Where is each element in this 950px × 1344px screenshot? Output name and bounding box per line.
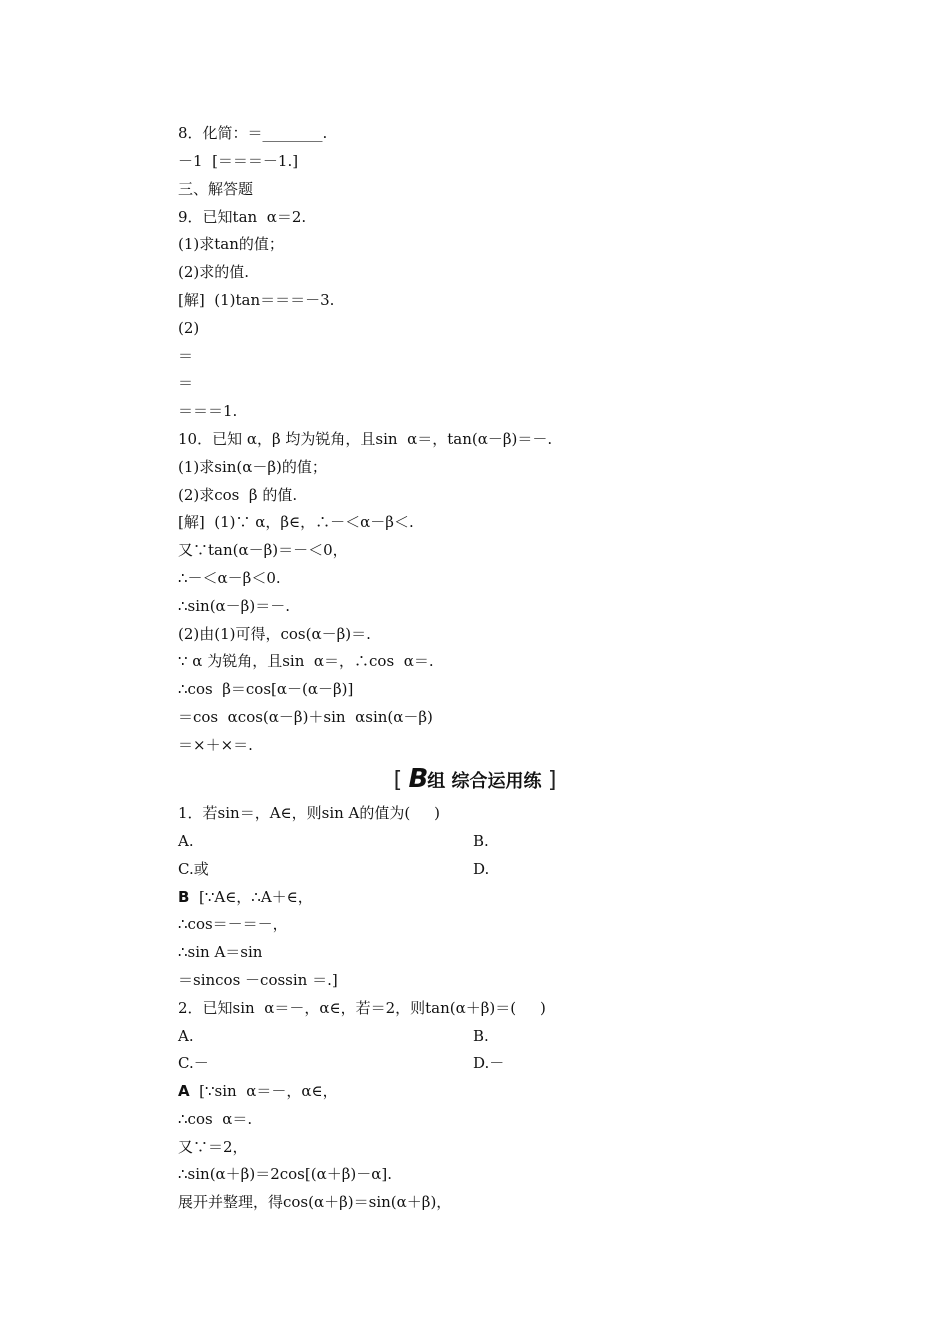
text-line: 9．已知tan α＝2. — [178, 208, 307, 226]
text-line: (2)求的值. — [178, 263, 250, 281]
option-right-column: D.－ — [473, 1054, 505, 1072]
text-line: 三、解答题 — [178, 180, 254, 198]
text-line — [178, 1081, 338, 1101]
text-line: (2) — [178, 319, 200, 337]
answer-text: [∵A∈，∴A＋∈， — [189, 888, 313, 906]
answer-text: [∵sin α＝－，α∈， — [189, 1082, 338, 1100]
text-line: ∴－＜α－β＜0. — [178, 569, 281, 587]
text-line: ＝ — [178, 347, 194, 365]
text-line: ＝×＋×＝. — [178, 736, 253, 754]
text-line: [解] (1)tan＝＝＝－3. — [178, 291, 335, 309]
text-line — [178, 887, 313, 907]
text-line: 展开并整理，得cos(α＋β)＝sin(α＋β)， — [178, 1193, 452, 1211]
section-letter: B — [408, 764, 428, 794]
text-line: (1)求tan的值； — [178, 235, 284, 253]
option-right-column: D. — [473, 860, 490, 878]
text-line: ∴cos＝－＝－， — [178, 915, 288, 933]
text-line: ∴sin(α－β)＝－. — [178, 597, 290, 615]
text-line: ∵ α 为锐角，且sin α＝，∴cos α＝. — [178, 652, 434, 670]
text-line: ∴cos β＝cos[α－(α－β)] — [178, 680, 354, 698]
text-line: 8．化简：＝________. — [178, 124, 328, 142]
text-line: A. — [178, 832, 194, 850]
text-line: 又∵tan(α－β)＝－＜0， — [178, 541, 348, 559]
text-line: [解] (1)∵ α，β∈，∴－＜α－β＜. — [178, 513, 414, 531]
answer-letter: B — [178, 888, 190, 906]
text-line: ＝sincos －cossin ＝.] — [178, 971, 338, 989]
text-line: ∴sin A＝sin — [178, 943, 263, 961]
text-line: A. — [178, 1027, 194, 1045]
section-header-group-b — [0, 765, 950, 796]
text-line: ∴sin(α＋β)＝2cos[(α＋β)－α]. — [178, 1165, 392, 1183]
text-line: C.或 — [178, 860, 209, 878]
text-line: ＝ — [178, 374, 194, 392]
text-line: ＝cos αcos(α－β)＋sin αsin(α－β) — [178, 708, 433, 726]
text-line: 1．若sin＝，A∈，则sin A的值为( ) — [178, 804, 440, 822]
answer-letter: A — [178, 1082, 190, 1100]
text-line: －1 [＝＝＝－1.] — [178, 152, 299, 170]
section-bracket-open: [ — [393, 768, 403, 793]
text-line: (2)求cos β 的值. — [178, 486, 298, 504]
text-line: C.－ — [178, 1054, 209, 1072]
text-line: 10．已知 α，β 均为锐角，且sin α＝，tan(α－β)＝－. — [178, 430, 553, 448]
text-line: (2)由(1)可得，cos(α－β)＝. — [178, 625, 371, 643]
section-title: 组 综合运用练 — [427, 771, 542, 792]
text-line: 2．已知sin α＝－，α∈，若＝2，则tan(α＋β)＝( ) — [178, 999, 546, 1017]
option-right-column: B. — [473, 1027, 489, 1045]
text-line: 又∵＝2， — [178, 1138, 248, 1156]
option-right-column: B. — [473, 832, 489, 850]
text-line: ＝＝＝1. — [178, 402, 238, 420]
section-bracket-close: ] — [547, 768, 557, 793]
text-line: ∴cos α＝. — [178, 1110, 253, 1128]
text-line: (1)求sin(α－β)的值； — [178, 458, 327, 476]
